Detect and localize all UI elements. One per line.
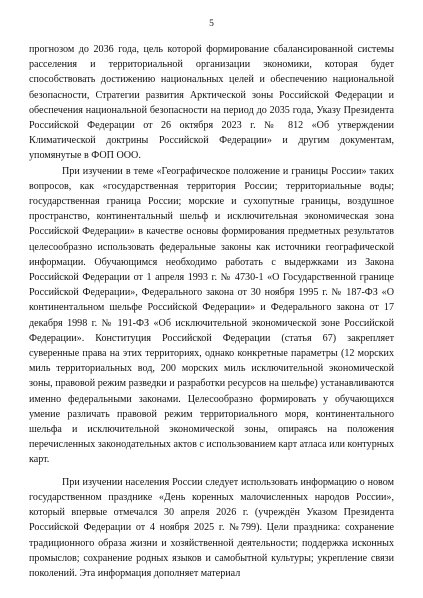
body-text	[29, 42, 394, 581]
paragraph-population: При изучении населения России следует использовать информацию о новом государственном празднике «День коренных малочисленных народов России», который впервые отмечался 30 апреля 2026 г. (учреждён Указом Президента Российской Федерации от 4 ноября 2025 г. №799). Цели праздника: сохранение традиционного образа жизни и хозяйственной деятельности; поддержка исконных промыслов; сохранение родных языков и самобытной культуры; укрепление связи поколений. Эта информация дополняет материал	[29, 476, 394, 579]
paragraph-continuation: прогнозом до 2036 года, цель которой формирование сбалансированной системы расселения и территориальной организации экономики, которая будет способствовать достижению национальных целей и обеспечению национальной безопасности, Стратегии развития Арктической зоны Российской Федерации и обеспечения национальной безопасности на период до 2035 года, Указу Президента Российской Федерации от 26 октября 2023 г. № 812 «Об утверждении Климатической доктрины Российской Федерации» и другим документам, упомянутые в ФОП ООО.	[29, 44, 394, 162]
paragraph-geography-borders: При изучении в теме «Географическое положение и границы России» таких вопросов, как «государственная территория России; территориальные воды; государственная граница России; морские и сухопутные границы, воздушное пространство, континентальный шельф и исключительная экономическая зона Российской Федерации» в качестве основы формирования предметных результатов целесообразно использовать федеральные законы как источники географической информации. Обучающимся необходимо работать с выдержками из Закона Российской Федерации от 1 апреля 1993 г. № 4730-1 «О Государственной границе Российской Федерации», Федерального закона от 30 ноября 1995 г. № 187-ФЗ «О континентальном шельфе Российской Федерации» и Федерального закона от 17 декабря 1998 г. № 191-ФЗ «Об исключительной экономической зоне Российской Федерации». Конституция Российской Федерации (статья 67) закрепляет суверенные права на этих территориях, однако конкретные параметры (12 морских миль территориальных вод, 200 морских миль исключительной экономической зоны, правовой режим разведки и разработки ресурсов на шельфе) устанавливаются именно федеральными законами. Целесообразно формировать у обучающихся умение различать правовой режим территориального моря, континентального шельфа и исключительной экономической зоны, опираясь на положения перечисленных законодательных актов с использованием карт атласа или контурных карт.	[29, 165, 394, 466]
page-number: 5	[209, 19, 214, 29]
